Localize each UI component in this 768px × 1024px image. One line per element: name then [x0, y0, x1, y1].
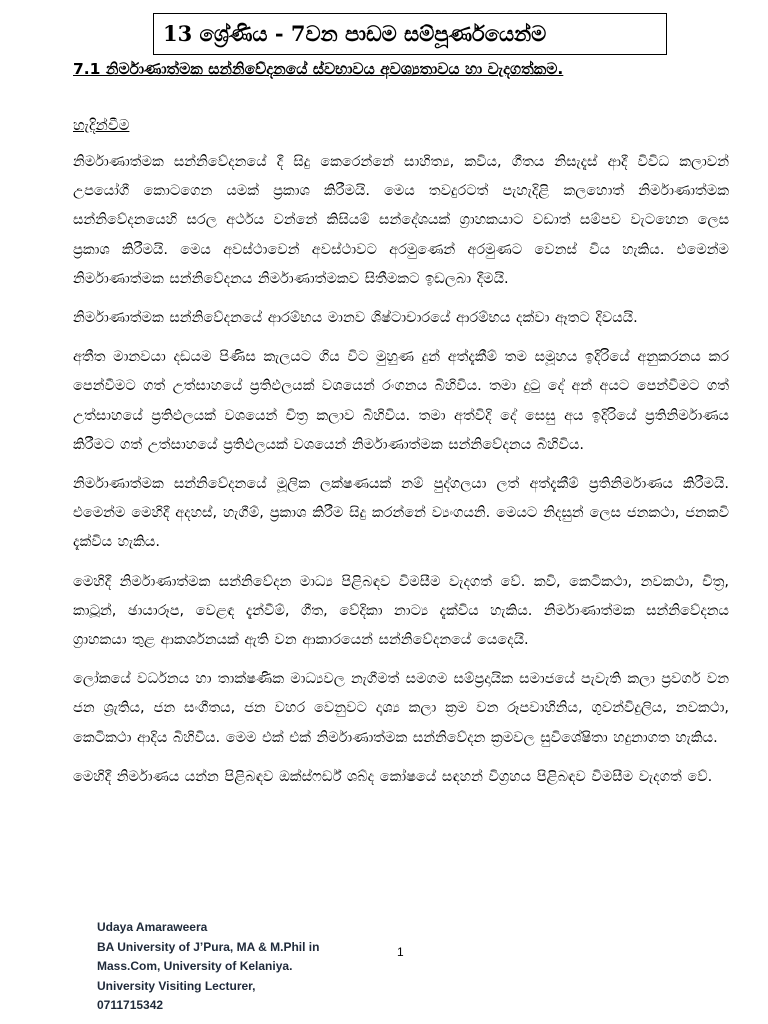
paragraph: නිර්මාණාත්මක සන්නිවේදනයේ ආරම්භය මානව ශිෂ්ටාචාරයේ ආරම්භය දක්වා ඈතට දිවයයි. — [73, 310, 638, 327]
paragraph: නිර්මාණාත්මක සන්නිවේදනයේ මූලික ලක්ෂණයක් නම් පුද්ගලයා ලත් අත්දැකීම් ප්‍රතිනිර්මාණය කිරීමයි. එමෙන්ම මෙහිදී අදහස්, හැගීම්, ප්‍රකාශ කිරීම සිදු කරන්නේ ව්‍යංගයනි. මෙයට නිදසුන් ලෙස ජනකථා, ජනකවි දැක්විය හැකිය. — [73, 476, 729, 551]
paragraph: නිර්මාණාත්මක සන්නිවේදනයේ දී සිදු කෙරෙන්නේ සාහිත්‍ය, කවිය, ගීතය නිසැදැස් ආදී විවිධ කලාවන් උපයෝගී කොටගෙන යමක් ප්‍රකාශ කිරීමයි. මෙය තවදුරටත් පැහැදිළි කලහොත් නිර්මාණාත්මක සන්නිවේදනයෙහි සරල අර්ථය වන්නේ කිසියම් සන්දේශයක් ග්‍රාහකයාට වඩාත් සම්පව වැටහෙන ලෙස ප්‍රකාශ කිරීමයි. මෙය අවස්ථාවෙන් අවස්ථාවට අරමුණෙන් අරමුණට වෙනස් විය හැකිය. එමෙන්ම නිර්මාණාත්මක සන්නිවේදනය නිර්මාණාත්මකව සිතීමකට ඉඩලබා දීමයි. — [73, 154, 729, 287]
document-title — [153, 13, 667, 55]
author-phone: 0711715342 — [97, 998, 164, 1012]
author-position: University Visiting Lecturer, — [97, 978, 256, 993]
author-name: Udaya Amaraweera — [97, 920, 208, 934]
author-qualification: BA University of J’Pura, MA & M.Phil in — [97, 939, 320, 954]
section-heading: 7.1 නිර්මාණාත්මක සන්නිවේදනයේ ස්වභාවය අවශ්‍යතාවය හා වැදගත්කම. — [73, 60, 564, 78]
document-body — [73, 148, 729, 802]
paragraph: මෙහිදී නිර්මාණය යන්න පිළිබඳව ඔක්ස්ෆර්ඩ් ශබ්ද කෝෂයේ සඳහන් විග්‍රහය පිළිබඳව විමසීම වැදගත් වේ. — [73, 768, 713, 785]
author-qualification: Mass.Com, University of Kelaniya. — [97, 959, 293, 973]
paragraph: ලෝකයේ වර්ධනය හා තාක්ෂණික මාධ්‍යවල නැගීමත් සමගම සම්ප්‍රදායික සමාජයේ පැවැති කලා ප්‍රවර්ග වන ජන ශ්‍රැතිය, ජන සංගීතය, ජන වහර වෙනුවට දෘශ්‍ය කලා ක්‍රම වන රූපවාහිනිය, ගුවන්විදුලිය, නවකථා, කෙටිකථා ආදිය බිහිවිය. මෙම එක් එක් නිර්මාණාත්මක සන්නිවේදන ක්‍රමවල සුවිශේෂිතා හදුනාගත හැකිය. — [73, 671, 729, 746]
document-title-text: 13 ශ්‍රේණිය - 7වන පාඩම සම්පූර්ණයෙන්ම — [163, 21, 547, 46]
introduction-heading: හැදින්වීම — [73, 116, 130, 134]
paragraph: මෙහිදී නිර්මාණාත්මක සන්නිවේදන මාධ්‍ය පිළිබඳව විමසීම වැදගත් වේ. කවි, කෙටිකථා, නවකථා, චිත්‍ර, කාටූන්, ඡායාරූප, වෙළඳ දැන්වීම්, ගීත, වේදිකා නාට්‍ය දැක්විය හැකිය. නිර්මාණාත්මක සන්නිවේදනය ග්‍රාහකයා තුළ ආකර්ශනයක් ඇති වන ආකාරයෙන් සන්නිවේදනයේ යෙදෙයි. — [73, 573, 729, 649]
paragraph: අතීත මානවයා දඩයම පිණිස කැලයට ගිය විට මුහුණ දුන් අත්දැකීම් තම සමූහය ඉදිරියේ අනුකරනය කර පෙන්වීමට ගත් උත්සාහයේ ප්‍රතිඵලයක් වශයෙන් රංගනය බිහිවිය. තමා දුටු දේ අන් අයට පෙන්වීමට ගත් උත්සාහයේ ප්‍රතිඵලයක් වශයෙන් චිත්‍ර කලාව බිහිවිය. තමා අත්විදි දේ සෙසු අය ඉදිරියේ ප්‍රතිනිර්මාණය කිරීමට ගත් උත්සාහයේ ප්‍රතිඵලයක් වශයෙන් නිර්මාණාත්මක සන්නිවේදනය බිහිවිය. — [73, 349, 729, 453]
page-number: 1 — [397, 945, 404, 959]
author-credit — [97, 918, 319, 1016]
